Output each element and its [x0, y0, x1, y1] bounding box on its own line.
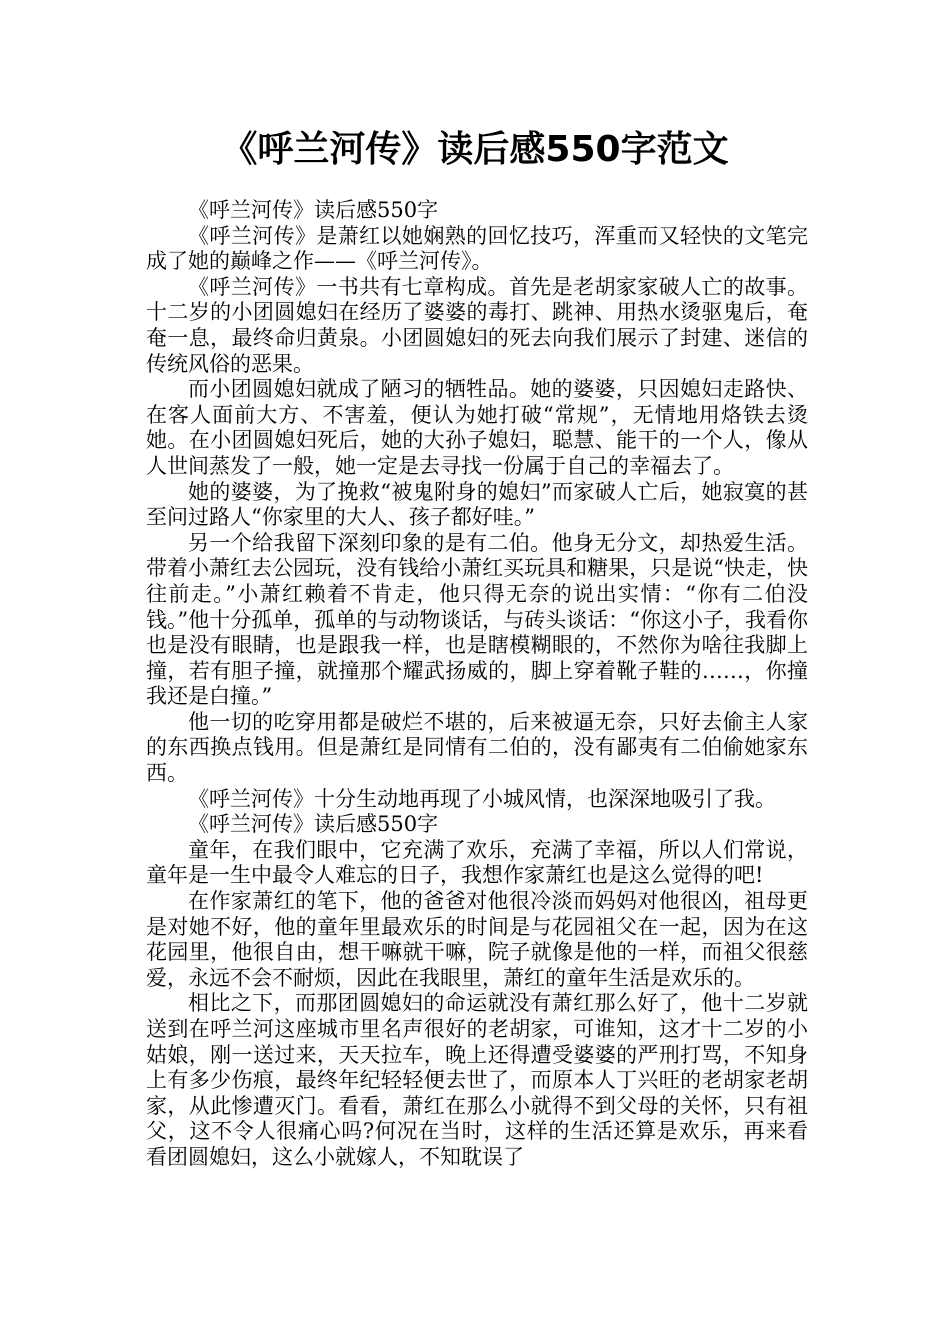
paragraph: 《呼兰河传》一书共有七章构成。首先是老胡家家破人亡的故事。十二岁的小团圆媳妇在经历了婆婆的毒打、跳神、用热水烫驱鬼后，奄奄一息，最终命归黄泉。小团圆媳妇的死去向我们展示了封建、迷信的传统风俗的恶果。	[146, 274, 808, 376]
paragraph: 另一个给我留下深刻印象的是有二伯。他身无分文，却热爱生活。带着小萧红去公园玩，没有钱给小萧红买玩具和糖果，只是说“快走，快往前走。”小萧红赖着不肯走，他只得无奈的说出实情：“你有二伯没钱。”他十分孤单，孤单的与动物谈话，与砖头谈话：“你这小子，我看你也是没有眼睛，也是跟我一样，也是瞎模糊眼的，不然你为啥往我脚上撞，若有胆子撞，就撞那个耀武扬威的，脚上穿着靴子鞋的……，你撞我还是白撞。”	[146, 530, 808, 709]
paragraph: 《呼兰河传》十分生动地再现了小城风情，也深深地吸引了我。	[188, 786, 776, 811]
paragraph: 童年，在我们眼中，它充满了欢乐，充满了幸福，所以人们常说，童年是一生中最令人难忘的日子，我想作家萧红也是这么觉得的吧!	[146, 837, 808, 888]
document-title: 《呼兰河传》读后感550字范文	[221, 129, 729, 170]
paragraph: 他一切的吃穿用都是破烂不堪的，后来被逼无奈，只好去偷主人家的东西换点钱用。但是萧红是同情有二伯的，没有鄙夷有二伯偷她家东西。	[146, 709, 808, 786]
paragraph: 在作家萧红的笔下，他的爸爸对他很冷淡而妈妈对他很凶，祖母更是对她不好，他的童年里最欢乐的时间是与花园祖父在一起，因为在这花园里，他很自由，想干嘛就干嘛，院子就像是他的一样，而祖父很慈爱，永远不会不耐烦，因此在我眼里，萧红的童年生活是欢乐的。	[146, 889, 808, 990]
paragraph: 她的婆婆，为了挽救“被鬼附身的媳妇”而家破人亡后，她寂寞的甚至问过路人“你家里的大人、孩子都好哇。”	[146, 479, 808, 530]
paragraph: 《呼兰河传》是萧红以她娴熟的回忆技巧，浑重而又轻快的文笔完成了她的巅峰之作——《呼兰河传》。	[146, 223, 808, 274]
document-body	[146, 198, 808, 1171]
paragraph-subtitle-1: 《呼兰河传》读后感550字	[188, 198, 439, 222]
paragraph: 相比之下，而那团圆媳妇的命运就没有萧红那么好了，他十二岁就送到在呼兰河这座城市里名声很好的老胡家，可谁知，这才十二岁的小姑娘，刚一送过来，天天拉车，晚上还得遭受婆婆的严刑打骂，不知身上有多少伤痕，最终年纪轻轻便去世了，而原本人丁兴旺的老胡家老胡家，从此惨遭灭门。看看，萧红在那么小就得不到父母的关怀，只有祖父，这不令人很痛心吗?何况在当时，这样的生活还算是欢乐，再来看看团圆媳妇，这么小就嫁人，不知耽误了	[146, 991, 808, 1169]
paragraph: 而小团圆媳妇就成了陋习的牺牲品。她的婆婆，只因媳妇走路快、在客人面前大方、不害羞，便认为她打破“常规”，无情地用烙铁去烫她。在小团圆媳妇死后，她的大孙子媳妇，聪慧、能干的一个人，像从人世间蒸发了一般，她一定是去寻找一份属于自己的幸福去了。	[146, 377, 808, 478]
paragraph-subtitle-2: 《呼兰河传》读后感550字	[188, 812, 439, 837]
